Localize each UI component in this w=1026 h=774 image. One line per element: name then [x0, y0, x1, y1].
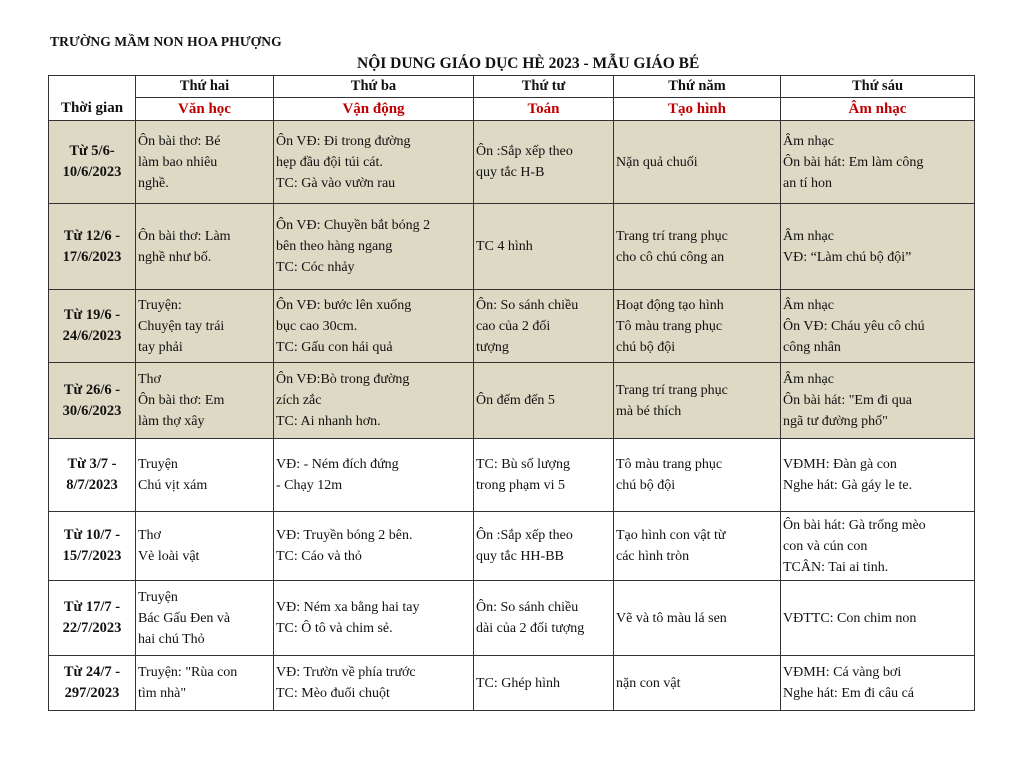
activity-cell	[781, 121, 975, 204]
document-title: NỘI DUNG GIÁO DỤC HÈ 2023 - MẪU GIÁO BÉ	[357, 55, 700, 72]
activity-cell	[136, 204, 274, 290]
activity-line: ngã tư đường phố"	[783, 414, 888, 429]
activity-cell	[136, 512, 274, 581]
day-header: Thứ hai	[136, 76, 274, 98]
activity-line: VĐ: Trườn về phía trước	[276, 665, 416, 680]
activity-line: Thơ	[138, 528, 161, 543]
activity-cell	[614, 656, 781, 711]
activity-line: Ôn bài thơ: Bé	[138, 133, 221, 149]
activity-line: Âm nhạc	[783, 372, 834, 387]
subject-header: Tạo hình	[614, 98, 781, 121]
activity-line: nghề như bố.	[138, 249, 212, 265]
activity-line: mà bé thích	[616, 403, 682, 419]
activity-line: TC: Bù số lượng	[476, 457, 570, 472]
activity-line: nặn con vật	[616, 675, 681, 691]
week-range-line: Từ 12/6 -	[63, 227, 121, 244]
header-days-row	[49, 76, 975, 98]
activity-line: làm thợ xây	[138, 414, 205, 429]
activity-cell	[614, 204, 781, 290]
activity-cell	[136, 439, 274, 512]
week-range-line: 297/2023	[64, 685, 120, 701]
activity-cell	[274, 290, 474, 363]
activity-cell	[274, 512, 474, 581]
week-range-line: 8/7/2023	[66, 477, 118, 493]
activity-line: VĐ: “Làm chú bộ đội”	[783, 249, 912, 265]
week-range-line: 15/7/2023	[62, 548, 122, 564]
week-range	[49, 656, 136, 711]
activity-line: Trang trí trang phục	[616, 382, 728, 398]
activity-line: Ôn :Sắp xếp theo	[476, 528, 573, 543]
activity-line: Hoạt động tạo hình	[616, 297, 724, 313]
activity-line: Vè loài vật	[138, 549, 200, 564]
activity-cell	[274, 656, 474, 711]
activity-line: Ôn bài hát: "Em đi qua	[783, 393, 912, 408]
week-row	[49, 581, 975, 656]
activity-line: con và cún con	[783, 538, 868, 554]
day-header: Thứ ba	[274, 76, 474, 98]
activity-line: TC: Cóc nhảy	[276, 260, 355, 275]
time-header-blank	[49, 76, 136, 98]
time-header: Thời gian	[49, 98, 136, 121]
subject-header: Văn học	[136, 98, 274, 121]
activity-line: Ôn bài hát: Em làm công	[783, 154, 924, 170]
activity-line: làm bao nhiêu	[138, 154, 218, 170]
activity-cell	[274, 439, 474, 512]
week-range-line: Từ 24/7 -	[63, 664, 121, 680]
day-header: Thứ tư	[474, 76, 614, 98]
activity-line: Trang trí trang phục	[616, 228, 728, 244]
activity-line: cao của 2 đối	[476, 318, 551, 334]
activity-line: Ôn VĐ: Chuyền bắt bóng 2	[276, 218, 431, 233]
activity-line: Âm nhạc	[783, 228, 834, 244]
activity-cell	[614, 581, 781, 656]
activity-cell	[614, 363, 781, 439]
activity-cell	[781, 512, 975, 581]
subject-header: Âm nhạc	[781, 98, 975, 121]
activity-line: tượng	[476, 339, 509, 355]
activity-cell	[781, 581, 975, 656]
activity-line: Nghe hát: Gà gáy le te.	[783, 478, 913, 493]
week-range-line: Từ 19/6 -	[63, 307, 121, 323]
week-range-line: Từ 26/6 -	[63, 381, 121, 398]
activity-line: Nghe hát: Em đi câu cá	[783, 686, 915, 701]
activity-line: hẹp đầu đội túi cát.	[276, 154, 383, 170]
activity-line: chú bộ đội	[616, 478, 676, 493]
activity-line: Ôn đếm đến 5	[476, 393, 555, 408]
activity-line: Ôn VĐ:Bò trong đường	[276, 372, 410, 387]
week-range	[49, 581, 136, 656]
week-range-line: 30/6/2023	[62, 402, 122, 419]
activity-cell	[136, 656, 274, 711]
week-range	[49, 363, 136, 439]
activity-cell	[274, 204, 474, 290]
activity-line: Ôn: So sánh chiều	[476, 600, 579, 615]
activity-line: TC: Gà vào vườn rau	[276, 175, 396, 191]
activity-cell	[614, 290, 781, 363]
activity-cell	[614, 512, 781, 581]
activity-line: nghề.	[138, 175, 169, 191]
activity-line: công nhân	[783, 339, 841, 355]
activity-cell	[474, 121, 614, 204]
activity-cell	[781, 439, 975, 512]
activity-cell	[781, 656, 975, 711]
week-range-line: Từ 10/7 -	[63, 527, 121, 543]
subject-header: Vận động	[274, 98, 474, 121]
activity-line: TC: Mèo đuổi chuột	[276, 686, 390, 701]
week-range-line: Từ 5/6-	[69, 143, 115, 159]
activity-cell	[274, 581, 474, 656]
activity-cell	[274, 363, 474, 439]
activity-cell	[474, 363, 614, 439]
week-row	[49, 656, 975, 711]
activity-line: TC: Gấu con hái quả	[276, 339, 393, 355]
activity-line: Ôn VĐ: Đi trong đường	[276, 133, 411, 149]
activity-line: hai chú Thỏ	[138, 631, 205, 647]
activity-cell	[781, 290, 975, 363]
activity-line: Thơ	[138, 372, 161, 387]
week-range-line: 10/6/2023	[62, 164, 122, 180]
activity-line: chú bộ đội	[616, 339, 676, 355]
subject-header: Toán	[474, 98, 614, 121]
week-range	[49, 121, 136, 204]
week-range-line: 17/6/2023	[62, 248, 122, 265]
week-row	[49, 439, 975, 512]
activity-line: Bác Gấu Đen và	[138, 610, 231, 626]
activity-line: TC: Ai nhanh hơn.	[276, 414, 381, 429]
week-range	[49, 439, 136, 512]
activity-line: Ôn bài thơ: Em	[138, 393, 225, 408]
activity-cell	[474, 290, 614, 363]
activity-line: Âm nhạc	[783, 133, 834, 149]
activity-cell	[136, 290, 274, 363]
activity-line: VĐTTC: Con chim non	[783, 610, 917, 626]
activity-line: quy tắc H-B	[476, 165, 545, 180]
week-row	[49, 512, 975, 581]
day-header: Thứ sáu	[781, 76, 975, 98]
activity-line: bục cao 30cm.	[276, 318, 358, 334]
week-range	[49, 512, 136, 581]
activity-line: cho cô chú công an	[616, 249, 725, 265]
activity-line: zích zắc	[276, 393, 322, 408]
activity-cell	[781, 204, 975, 290]
activity-cell	[474, 512, 614, 581]
activity-line: Ôn VĐ: bước lên xuống	[276, 297, 412, 313]
activity-cell	[136, 363, 274, 439]
week-row	[49, 290, 975, 363]
activity-line: Truyện: "Rùa con	[138, 665, 238, 680]
week-row	[49, 204, 975, 290]
activity-cell	[274, 121, 474, 204]
week-range-line: 24/6/2023	[62, 328, 122, 344]
activity-line: Truyện:	[138, 297, 182, 313]
activity-line: Ôn VĐ: Cháu yêu cô chú	[783, 318, 925, 334]
activity-line: quy tắc HH-BB	[476, 549, 564, 564]
activity-line: an tí hon	[783, 175, 832, 191]
activity-line: Ôn bài thơ: Làm	[138, 228, 231, 244]
activity-line: tìm nhà"	[138, 686, 187, 701]
header-subjects-row	[49, 98, 975, 121]
activity-line: TC: Cáo và thỏ	[276, 549, 362, 564]
week-row	[49, 363, 975, 439]
week-range-line: Từ 17/7 -	[63, 599, 121, 615]
activity-line: VĐMH: Cá vàng bơi	[783, 665, 902, 680]
activity-line: Truyện	[138, 589, 178, 605]
activity-line: TC: Ghép hình	[476, 675, 560, 691]
activity-line: Âm nhạc	[783, 297, 834, 313]
activity-cell	[781, 363, 975, 439]
activity-line: Ôn: So sánh chiều	[476, 297, 579, 313]
activity-line: - Chạy 12m	[276, 478, 343, 493]
activity-line: TC 4 hình	[476, 239, 533, 254]
week-row	[49, 121, 975, 204]
activity-line: Ôn :Sắp xếp theo	[476, 144, 573, 159]
activity-line: Tô màu trang phục	[616, 457, 723, 472]
week-range-line: Từ 3/7 -	[67, 456, 117, 472]
activity-cell	[136, 581, 274, 656]
activity-line: trong phạm vi 5	[476, 478, 566, 493]
activity-line: TC: Ô tô và chim sẻ.	[276, 621, 393, 636]
activity-line: Vẽ và tô màu lá sen	[616, 610, 727, 626]
activity-line: tay phải	[138, 339, 183, 355]
activity-line: VĐMH: Đàn gà con	[783, 457, 897, 472]
week-range	[49, 290, 136, 363]
activity-line: Truyện	[138, 457, 178, 472]
activity-cell	[474, 439, 614, 512]
activity-line: dài của 2 đối tượng	[476, 621, 585, 636]
activity-line: Tạo hình con vật từ	[616, 528, 726, 543]
day-header: Thứ năm	[614, 76, 781, 98]
activity-line: các hình tròn	[616, 549, 690, 564]
activity-line: Tô màu trang phục	[616, 318, 723, 334]
activity-cell	[474, 204, 614, 290]
activity-line: VĐ: - Ném đích đứng	[276, 457, 399, 472]
week-range	[49, 204, 136, 290]
activity-line: VĐ: Ném xa bằng hai tay	[276, 600, 420, 615]
activity-cell	[474, 581, 614, 656]
activity-cell	[614, 121, 781, 204]
activity-cell	[614, 439, 781, 512]
activity-cell	[474, 656, 614, 711]
week-range-line: 22/7/2023	[62, 620, 122, 636]
activity-cell	[136, 121, 274, 204]
activity-line: Nặn quả chuối	[616, 154, 698, 170]
school-name: TRƯỜNG MẦM NON HOA PHƯỢNG	[50, 34, 282, 49]
activity-line: Chú vịt xám	[138, 478, 208, 493]
activity-line: Chuyện tay trái	[138, 318, 225, 334]
activity-line: VĐ: Truyền bóng 2 bên.	[276, 528, 413, 543]
schedule-table	[48, 75, 975, 711]
activity-line: bên theo hàng ngang	[276, 239, 393, 254]
activity-line: TCÂN: Tai ai tinh.	[783, 559, 889, 575]
activity-line: Ôn bài hát: Gà trống mèo	[783, 517, 926, 533]
